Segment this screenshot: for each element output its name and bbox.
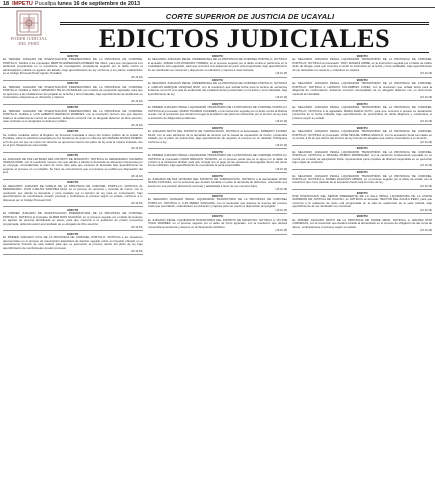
logo-line-2: DEL PERÚ xyxy=(18,40,40,46)
edict-heading: EDICTO xyxy=(67,207,79,212)
edict-notice xyxy=(3,154,143,180)
edict-body: EL JUZGADO DE PAZ LETRADO DEL DISTRITO DE YARINACOCHA, NOTIFICA a la demandada: ROSA ISUIZA CAHUAZA, con la sentencia que declara fundada en parte la demanda de alimentos, ordenando que acuda con una pensión alimenticia mensual y adelantada a favor de sus menores hijos. xyxy=(147,176,288,188)
edict-notice xyxy=(292,55,432,78)
edict-body: EL SEGUNDO JUZGADO PENAL LIQUIDADOR TRANSITORIO DE LA PROVINCIA DE CORONEL PORTILLO, NOTIFICA a: DANIEL PALACIOS ARMAS, en el proceso seguido por el delito de estafa, con la resolución que corre traslado de la acusación fiscal para los fines de ley. xyxy=(292,173,432,185)
edict-column xyxy=(148,55,288,477)
edict-notice xyxy=(292,103,432,126)
edict-heading: EDICTO xyxy=(212,149,223,154)
court-name: CORTE SUPERIOR DE JUSTICIA DE UCAYALI xyxy=(165,12,335,21)
edict-notice xyxy=(3,106,143,129)
edict-notice xyxy=(3,55,143,81)
edict-notice xyxy=(292,147,432,170)
edict-dates: (15.16.18) xyxy=(275,167,288,171)
edict-notice xyxy=(3,82,143,105)
edict-notice xyxy=(148,215,288,234)
edict-heading: EDICTO xyxy=(356,190,368,195)
edict-column xyxy=(292,55,432,477)
edict-body: EL SEGUNDO JUZGADO PENAL LIQUIDADOR TRANSITORIO DE LA PROVINCIA DE CORONEL PORTILLO, NOTIFICA al procesado: JOSE MIGUEL SIBINA ANGULO, con la acusación fiscal formulada en su contra, a fin de que dentro del término de ley formule los alegatos que estime conveniente a su derecho. xyxy=(292,129,432,141)
edict-body: EL JUZGADO MIXTO DEL DISTRITO DE YARINACOCHA, NOTIFICA al demandado: ROBERTO FLORES SILVA, con el auto admisorio de la demanda de divorcio por la causal de separación de hecho, corriéndole traslado por el plazo de treinta días, bajo apercibimiento de seguirse el proceso en su rebeldía. Publíquese conforme a ley. xyxy=(147,129,288,144)
edict-heading: EDICTO xyxy=(356,125,368,130)
edict-body: EL JUZGADO DE PAZ LETRADO DEL DISTRITO DE MANANTAY, NOTIFICA AL DEMANDADO: RICARDO VARGAS MORI, con la resolución número uno que admite a trámite la demanda de alimentos interpuesta por su cónyuge, concediéndole el plazo de cinco días para que conteste la demanda bajo apercibimiento de seguirse el proceso en su rebeldía. Se hace de conocimiento que el presente se publica por disposición del juez. xyxy=(3,156,143,175)
edict-heading: EDICTO xyxy=(67,153,79,158)
edict-dates: (15.16.18) xyxy=(275,72,288,76)
edict-heading: EDICTO xyxy=(67,81,79,86)
edict-dates: (15.16.18) xyxy=(275,229,288,233)
edict-heading: EDICTO xyxy=(67,55,79,58)
edict-notice xyxy=(148,79,288,102)
newspaper-brand: IMPETU xyxy=(12,1,33,7)
edict-heading: EDICTO xyxy=(212,214,223,219)
edict-heading: EDICTO xyxy=(212,55,223,58)
edict-heading: EDICTO xyxy=(67,129,79,134)
edict-dates: (15.16.18) xyxy=(420,229,432,233)
edict-dates: (15.16.18) xyxy=(130,99,143,103)
section-title: EDICTOS JUDICIALES xyxy=(98,24,391,53)
edict-notice xyxy=(292,79,432,102)
edict-body: EL TERCER JUZGADO DE INVESTIGACION PREPARATORIA DE LA PROVINCIA DE CORONEL PORTILLO, Notifica a: LUIS ALBERTO REATEGUI PAREDES, con la resolución número tres que dispone citarlo a la audiencia de control de acusación, debiendo concurrir con su abogado defensor de libre elección, caso contrario se le designará un defensor público. xyxy=(3,108,143,124)
edict-heading: EDICTO xyxy=(356,214,368,219)
edict-heading: EDICTO xyxy=(212,193,223,198)
edict-dates: (15.16.18) xyxy=(420,120,432,124)
edict-body: EL SEGUNDO JUZGADO DE FAMILIA DE LA PROVINCIA DE CORONEL PORTILLO, NOTIFICA AL DEMANDADO: JUAN CARLOS SANCHEZ DIAZ, en el proceso de tenencia y custodia de menor, con la resolución que admite la demanda y corre traslado por el término de ley para su contestación, bajo apercibimiento de nombrársele curador procesal y continuarse el proceso según su estado, conforme a lo dispuesto por el Código Procesal Civil. xyxy=(3,183,143,202)
edict-heading: EDICTO xyxy=(212,173,223,178)
edict-separator xyxy=(148,172,288,173)
edict-heading: EDICTO xyxy=(356,77,368,82)
header-rule xyxy=(0,7,435,8)
edict-notice xyxy=(3,181,143,207)
edict-heading: EDICTO xyxy=(356,170,368,175)
masthead xyxy=(0,9,435,53)
edict-dates: (15.16.18) xyxy=(420,208,432,212)
edict-notice xyxy=(292,171,432,190)
edict-body: EL PRIMER JUZGADO PENAL LIQUIDADOR TRANSITORIO DE LA PROVINCIA DE CORONEL PORTILLO, NOTIFICA al procesado: DAVID RENGIFO TANANTA, en el proceso penal que se le sigue por el delito de omisión a la asistencia familiar, para que cumpla con el pago de las pensiones devengadas dentro del tercer día de notificado, bajo apercibimiento de revocársele la pena suspendida. xyxy=(147,153,288,168)
edict-column xyxy=(3,55,143,477)
edict-notice xyxy=(148,103,288,126)
edict-dates: (15.16.18) xyxy=(130,226,143,230)
edict-dates: (15.16.18) xyxy=(130,123,143,127)
logo-line-1: PODER JUDICIAL xyxy=(10,36,48,41)
edict-dates: (15.16.18) xyxy=(420,72,432,76)
edict-notice xyxy=(292,192,432,215)
edict-body: Se notifica mediante edicto al Registro de Sucesión Intestada a cargo del notario público de la ciudad de Pucallpa, sobre la solicitud presentada por los herederos de quien en vida fue don MANUEL ROSAS PINEDO, a fin de que los que se crean con derecho se apersonen dentro del plazo de ley ante la notaría indicada, sito en el jirón Tarapacá de esta ciudad. xyxy=(3,132,143,147)
edict-body: EL PRIMER JUZGADO DE INVESTIGACION PREPARATORIA DE LA PROVINCIA DE CORONEL PORTILLO, NOTIFICA al imputado: ELMER RIOS SALDAÑA, en el proceso seguido por el delito de lesiones en agravio de persona identificada en autos, para que concurra a la audiencia de prisión preventiva programada, debiendo asistir acompañado de su abogado de libre elección. xyxy=(3,211,143,226)
edict-notice xyxy=(148,175,288,194)
edict-body: EL PRIMER JUZGADO CIVIL DE LA PROVINCIA DE CORONEL PORTILLO, NOTIFICA a los herederos desconocidos en el proceso de prescripción adquisitiva de dominio seguido sobre el inmueble ubicado en el asentamiento humano de esta ciudad, para que se apersonen al proceso dentro del plazo de ley bajo apercibimiento de nombrárseles curador procesal. xyxy=(3,235,143,250)
edict-body: EL TERCER JUZGADO DE INVESTIGACION PREPARATORIA DE LA PROVINCIA DE CORONEL PORTILLO, Notifica a: WILLY ARMANDO TELLO GONZALES, por el delito de usurpación agravada, para que se apersone a las instalaciones del juzgado en la fecha y hora indicadas, bajo apercibimiento de declararse su contumacia y disponerse su ubicación y captura. xyxy=(3,84,143,100)
edict-notice xyxy=(148,195,288,214)
edict-separator xyxy=(3,254,143,255)
edict-dates: (15.16.18) xyxy=(275,120,288,124)
edict-heading: EDICTO xyxy=(356,55,368,58)
edict-separator xyxy=(292,234,432,235)
edict-notice xyxy=(148,127,288,150)
edict-dates: (15.16.18) xyxy=(275,188,288,192)
edict-dates: (15.16.18) xyxy=(275,143,288,147)
edict-dates: (15.16.18) xyxy=(130,249,143,253)
edict-dates: (15.16.18) xyxy=(420,184,432,188)
edict-body: EL SEGUNDO JUZGADO PENAL LIQUIDADOR TRANSITORIO DE LA PROVINCIA DE CORONEL PORTILLO, NOTIFICA a: LUIS PEREZ SANGAMA, con la resolución que dispone la reserva del proceso hasta que sea habido, ordenándose su ubicación y captura para ser puesto a disposición del juzgado. xyxy=(147,197,288,209)
edict-notice xyxy=(292,127,432,146)
edict-dates: (15.16.18) xyxy=(420,164,432,168)
edict-dates: (15.16.18) xyxy=(420,140,432,144)
header-date: lunes 16 de septiembre de 2013 xyxy=(57,1,141,7)
edict-notice xyxy=(148,151,288,174)
edict-notice xyxy=(3,233,143,256)
title-rule xyxy=(60,52,429,53)
edict-notice xyxy=(148,55,288,78)
edict-dates: (15.16.18) xyxy=(420,96,432,100)
page-number: 18 xyxy=(3,1,10,7)
edict-body: EL SEGUNDO JUZGADO PENAL LIQUIDADOR TRANSITORIO DE LA PROVINCIA DE CORONEL PORTILLO, NOTIFICA al procesado: TONY MAMANI URIBE, en la instrucción seguida por el delito de tráfico ilícito de drogas, para que concurra a rendir su instructiva en la fecha y hora señaladas, bajo apercibimiento de ser declarado reo ausente y ordenarse su captura. xyxy=(292,57,432,72)
judiciary-logo xyxy=(8,10,50,51)
edict-body: EL TERCER JUZGADO DE INVESTIGACION PREPARATORIA DE LA PROVINCIA DE CORONEL PORTILLO, Notifica a los imputados: BERTHA ESPERANZA ROMERO DE VELA, para que comparezca a la audiencia programada en el expediente de investigación preparatoria seguido por el delito contra la administración pública en agravio del Estado, bajo apercibimiento de ley conforme a los plazos establecidos en el Código Procesal Penal vigente. Pucallpa. xyxy=(3,57,143,76)
edict-body: POR DISPOSICION DEL SEÑOR PRESIDENTE DE LA SALA PENAL LIQUIDADORA DE LA CORTE SUPERIOR DE JUSTICIA DE UCAYALI, se NOTIFICA al acusado: HECTOR DEL AGUILA PEZO, para que concurra a la audiencia de juicio oral programada en la sala de audiencias de la sede judicial, bajo apercibimiento de ser declarado reo contumaz. xyxy=(292,193,432,209)
page-header-strip xyxy=(0,0,435,8)
edict-body: EL JUZGADO PENAL LIQUIDADOR TRANSITORIO DEL DISTRITO DE MANANTAY, NOTIFICA a: VICTOR HUGO RAMIREZ, en el proceso seguido por el delito de hurto agravado, con la resolución que declara consentida la sentencia y dispone su archivamiento definitivo. xyxy=(147,217,288,229)
edict-dates: (15.16.18) xyxy=(130,147,143,151)
edict-dates: (15.16.18) xyxy=(130,174,143,178)
edict-body: EL SEGUNDO JUZGADO PENAL LIQUIDADOR TRANSITORIO DE LA PROVINCIA DE CORONEL PORTILLO, NOTIFICA a la agraviada: MARIA ELENA SOTO, para que concurra a prestar su declaración preventiva en la fecha indicada, bajo apercibimiento de prescindirse de dicha diligencia y continuarse el proceso según su estado. xyxy=(292,105,432,120)
edict-heading: EDICTO xyxy=(212,77,223,82)
edict-body: EL PRIMER JUZGADO MIXTO DE LA PROVINCIA DE PADRE ABAD, NOTIFICA a: WALTER RUIZ CARDENAS, con la resolución que declara rebelde al demandado en el proceso de obligación de dar suma de dinero, continuándose el proceso según su estado. xyxy=(292,217,432,229)
edict-heading: EDICTO xyxy=(212,101,223,106)
edict-body: EL SEGUNDO JUZGADO PENAL LIQUIDADOR TRANSITORIO DE LA PROVINCIA DE CORONEL PORTILLO, NOTIFICA a: MANUEL PINEDO RODRIGUEZ, con la sentencia condenatoria expedida en su contra por el delito de apropiación ilícita, imponiéndole pena privativa de libertad suspendida en su ejecución bajo reglas de conducta. xyxy=(292,149,432,164)
edict-dates: (15.16.18) xyxy=(130,75,143,79)
court-rule xyxy=(60,22,429,23)
edict-heading: EDICTO xyxy=(67,231,79,236)
edict-columns xyxy=(3,55,432,477)
edict-body: EL SEGUNDO JUZGADO PENAL LIQUIDADOR TRANSITORIO DE LA PROVINCIA DE CORONEL PORTILLO, NOTIFICA a: LEONCIO COLOMBINO LOPEZ, con la resolución que señala fecha para la diligencia de confrontación, debiendo concurrir acompañado de su abogado defensor con su documento nacional de identidad. xyxy=(292,81,432,96)
edict-heading: EDICTO xyxy=(356,146,368,151)
edict-heading: EDICTO xyxy=(67,105,79,110)
edict-dates: (15.16.18) xyxy=(275,208,288,212)
edict-separator xyxy=(148,234,288,235)
edict-heading: EDICTO xyxy=(356,101,368,106)
edict-notice xyxy=(3,209,143,232)
edict-body: EL PRIMER JUZGADO PENAL LIQUIDADOR TRANSITORIO DE LA PROVINCIA DE CORONEL PORTILLO, NOTIFICA al procesado: MARIO HUAMAN CACERES, en la instrucción seguida por el delito contra la libertad sexual, con la resolución que declara ha lugar la ampliación del plazo de instrucción por el término de ley para la actuación de diligencias pendientes. xyxy=(147,105,288,120)
edict-notice xyxy=(292,215,432,234)
edict-dates: (15.16.18) xyxy=(275,96,288,100)
edict-body: EL SEGUNDO JUZGADO PENAL UNIPERSONAL DE LA PROVINCIA DE CORONEL PORTILLO, NOTIFICA a: CARLOS ENRIQUE VASQUEZ RUIZ, con la resolución que señala fecha para la lectura de sentencia, debiendo concurrir a la sala de audiencias del establecimiento penitenciario en la fecha y hora indicadas, bajo apercibimiento de ley. xyxy=(147,81,288,96)
edict-notice xyxy=(3,130,143,153)
edict-heading: EDICTO xyxy=(67,180,79,185)
edict-separator xyxy=(292,189,432,190)
edict-body: EL SEGUNDO JUZGADO PENAL UNIPERSONAL DE LA PROVINCIA DE CORONEL PORTILLO, NOTIFICA al acusado: JORGE LUIS PANDURO TORRES, en el proceso seguido por el delito contra el patrimonio en la modalidad de robo agravado, para que concurra a la audiencia de juicio oral programada, bajo apercibimiento de ser declarado reo contumaz y disponerse su ubicación y captura a nivel nacional. xyxy=(147,57,288,72)
edict-dates: (15.16.18) xyxy=(130,202,143,206)
header-city: Pucallpa xyxy=(34,1,57,7)
judiciary-emblem-icon xyxy=(16,10,42,36)
edict-heading: EDICTO xyxy=(212,125,223,130)
